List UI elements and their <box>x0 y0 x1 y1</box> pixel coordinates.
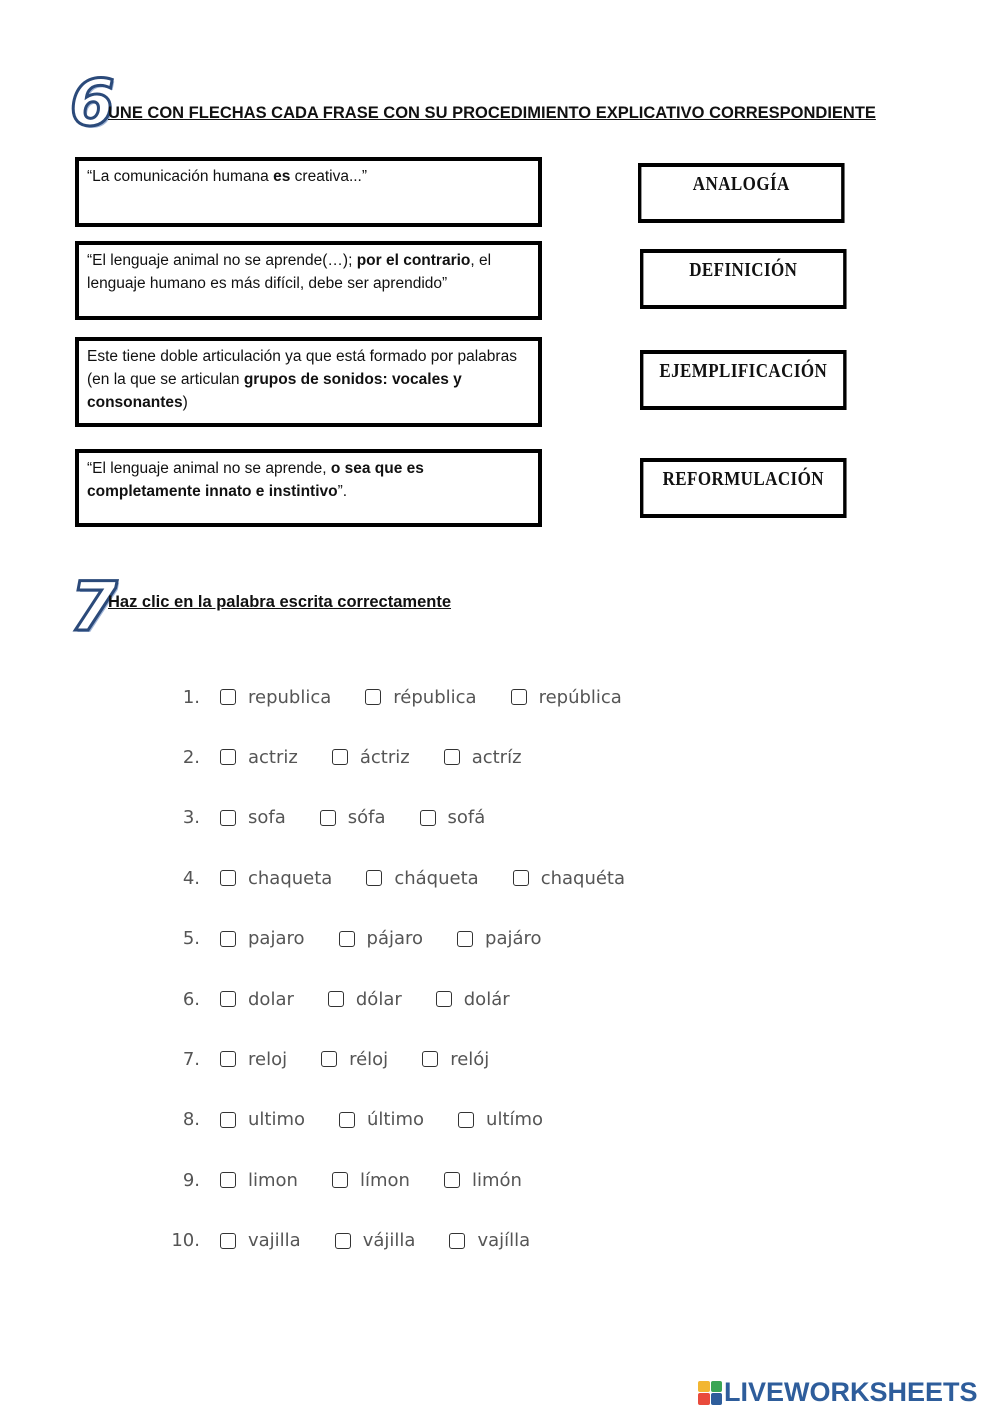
phrase-box-3[interactable] <box>75 337 542 427</box>
question-row <box>165 683 656 711</box>
section-6-title: UNE CON FLECHAS CADA FRASE CON SU PROCEDIMIENTO EXPLICATIVO CORRESPONDIENTE <box>108 104 876 122</box>
concept-box-reformulacion[interactable] <box>640 458 847 518</box>
checkbox[interactable] <box>220 1112 236 1128</box>
answer-option[interactable] <box>335 1230 416 1251</box>
answer-option[interactable] <box>320 807 386 828</box>
checkbox[interactable] <box>220 931 236 947</box>
answer-option[interactable] <box>220 1109 305 1130</box>
question-number: 6. <box>182 988 200 1010</box>
option-label: sofa <box>248 807 286 829</box>
answer-option[interactable] <box>449 1230 530 1251</box>
option-label: república <box>538 686 622 708</box>
question-row <box>165 985 544 1013</box>
option-label: sófa <box>347 807 386 829</box>
answer-option[interactable] <box>366 868 478 889</box>
option-label: áctriz <box>359 746 410 768</box>
checkbox[interactable] <box>422 1051 438 1067</box>
question-number: 4. <box>182 867 200 889</box>
option-label: chaquéta <box>540 867 626 889</box>
phrase-box-2[interactable] <box>75 241 542 320</box>
concept-label: REFORMULACIÓN <box>662 468 824 490</box>
logo-square <box>711 1393 723 1405</box>
phrase-text-part: Este tiene doble articulación ya que está formado por palabras (en la que se articulan <box>87 348 517 388</box>
question-number: 9. <box>182 1169 200 1191</box>
concept-label: EJEMPLIFICACIÓN <box>659 360 828 382</box>
answer-option[interactable] <box>513 868 625 889</box>
checkbox[interactable] <box>220 1233 236 1249</box>
section-7-number: 7 <box>70 568 118 647</box>
answer-option[interactable] <box>220 1170 298 1191</box>
checkbox[interactable] <box>449 1233 465 1249</box>
phrase-text-part: grupos de sonidos: vocales y consonantes <box>87 371 462 411</box>
question-row <box>165 925 576 953</box>
phrase-text-part: “El lenguaje animal no se aprende(…); <box>87 252 357 269</box>
phrase-box-4[interactable] <box>75 449 542 527</box>
checkbox[interactable] <box>365 689 381 705</box>
answer-option[interactable] <box>220 928 305 949</box>
answer-option[interactable] <box>332 747 410 768</box>
phrase-text-part: , el lenguaje humano es más difícil, debe ser aprendido” <box>87 252 492 292</box>
checkbox[interactable] <box>457 931 473 947</box>
checkbox[interactable] <box>436 991 452 1007</box>
answer-option[interactable] <box>422 1049 489 1070</box>
answer-option[interactable] <box>220 1230 301 1251</box>
option-label: républica <box>393 686 477 708</box>
option-label: reloj <box>248 1048 288 1070</box>
checkbox[interactable] <box>458 1112 474 1128</box>
answer-option[interactable] <box>436 989 510 1010</box>
checkbox[interactable] <box>220 991 236 1007</box>
concept-label: ANALOGÍA <box>692 173 790 195</box>
question-number: 8. <box>182 1109 200 1131</box>
answer-option[interactable] <box>332 1170 410 1191</box>
checkbox[interactable] <box>220 1051 236 1067</box>
option-label: actriz <box>248 746 298 768</box>
question-number: 10. <box>171 1230 200 1252</box>
option-label: limon <box>248 1169 298 1191</box>
concept-box-ejemplificacion[interactable] <box>640 350 847 410</box>
liveworksheets-logo <box>698 1377 978 1408</box>
option-label: republica <box>248 686 332 708</box>
option-label: ultimo <box>248 1109 306 1131</box>
option-label: pájaro <box>366 928 424 950</box>
phrase-text-part: “El lenguaje animal no se aprende, <box>87 460 331 477</box>
question-number: 2. <box>182 746 200 768</box>
answer-option[interactable] <box>458 1109 543 1130</box>
phrase-text-part: “La comunicación humana <box>87 168 274 185</box>
checkbox[interactable] <box>511 689 527 705</box>
option-label: ultímo <box>486 1109 544 1131</box>
checkbox[interactable] <box>328 991 344 1007</box>
question-number: 1. <box>182 686 200 708</box>
concept-box-definicion[interactable] <box>640 249 847 309</box>
option-label: dolar <box>248 988 294 1010</box>
answer-option[interactable] <box>420 807 486 828</box>
answer-option[interactable] <box>220 807 286 828</box>
phrase-text-part: por el contrario <box>356 252 471 269</box>
question-number: 5. <box>182 928 200 950</box>
checkbox[interactable] <box>220 870 236 886</box>
checkbox[interactable] <box>332 749 348 765</box>
section-6-number: 6 <box>70 67 115 141</box>
question-row <box>165 804 519 832</box>
logo-square <box>711 1381 723 1393</box>
option-label: pajáro <box>485 928 542 950</box>
answer-option[interactable] <box>220 1049 287 1070</box>
logo-text: LIVEWORKSHEETS <box>724 1377 978 1407</box>
logo-square <box>698 1393 710 1405</box>
question-number: 7. <box>182 1048 200 1070</box>
option-label: relój <box>450 1048 490 1070</box>
answer-option[interactable] <box>365 687 476 708</box>
checkbox[interactable] <box>220 749 236 765</box>
option-label: cháqueta <box>394 867 479 889</box>
concept-label: DEFINICIÓN <box>689 259 798 281</box>
option-label: dólar <box>355 988 402 1010</box>
phrase-box-1[interactable] <box>75 157 542 227</box>
option-label: vajilla <box>248 1230 301 1252</box>
checkbox[interactable] <box>339 931 355 947</box>
checkbox[interactable] <box>420 810 436 826</box>
phrase-text-part: creativa...” <box>290 168 368 185</box>
answer-option[interactable] <box>444 1170 522 1191</box>
question-row <box>165 743 556 771</box>
option-label: chaqueta <box>248 867 333 889</box>
checkbox[interactable] <box>339 1112 355 1128</box>
checkbox[interactable] <box>444 1172 460 1188</box>
option-label: límon <box>359 1169 410 1191</box>
phrase-text-part: o sea que es completamente innato e instintivo <box>87 460 424 500</box>
phrase-text-part: es <box>273 168 291 185</box>
answer-option[interactable] <box>457 928 542 949</box>
phrase-text-part: ) <box>182 394 188 411</box>
checkbox[interactable] <box>220 810 236 826</box>
checkbox[interactable] <box>335 1233 351 1249</box>
checkbox[interactable] <box>444 749 460 765</box>
question-row <box>157 1227 564 1255</box>
question-row <box>165 1166 556 1194</box>
answer-option[interactable] <box>220 687 331 708</box>
answer-option[interactable] <box>328 989 402 1010</box>
option-label: vajílla <box>477 1230 531 1252</box>
question-row <box>165 1045 523 1073</box>
checkbox[interactable] <box>321 1051 337 1067</box>
option-label: dolár <box>463 988 510 1010</box>
option-label: actríz <box>471 746 522 768</box>
answer-option[interactable] <box>220 747 298 768</box>
answer-option[interactable] <box>444 747 522 768</box>
section-7-title: Haz clic en la palabra escrita correctamente <box>108 593 452 611</box>
phrase-text-part: ”. <box>337 483 348 500</box>
checkbox[interactable] <box>332 1172 348 1188</box>
answer-option[interactable] <box>339 1109 424 1130</box>
option-label: pajaro <box>248 928 305 950</box>
question-row <box>165 1106 577 1134</box>
answer-option[interactable] <box>220 868 332 889</box>
option-label: último <box>367 1109 425 1131</box>
answer-option[interactable] <box>511 687 622 708</box>
liveworksheets-logo-icon <box>698 1381 722 1405</box>
checkbox[interactable] <box>220 1172 236 1188</box>
logo-square <box>698 1381 710 1393</box>
checkbox[interactable] <box>513 870 529 886</box>
checkbox[interactable] <box>220 689 236 705</box>
answer-option[interactable] <box>321 1049 388 1070</box>
option-label: limón <box>471 1169 522 1191</box>
answer-option[interactable] <box>339 928 424 949</box>
checkbox[interactable] <box>366 870 382 886</box>
option-label: réloj <box>349 1048 389 1070</box>
question-row <box>165 864 659 892</box>
option-label: sofá <box>447 807 486 829</box>
checkbox[interactable] <box>320 810 336 826</box>
answer-option[interactable] <box>220 989 294 1010</box>
option-label: vájilla <box>362 1230 416 1252</box>
concept-box-analogia[interactable] <box>638 163 845 223</box>
question-number: 3. <box>182 807 200 829</box>
